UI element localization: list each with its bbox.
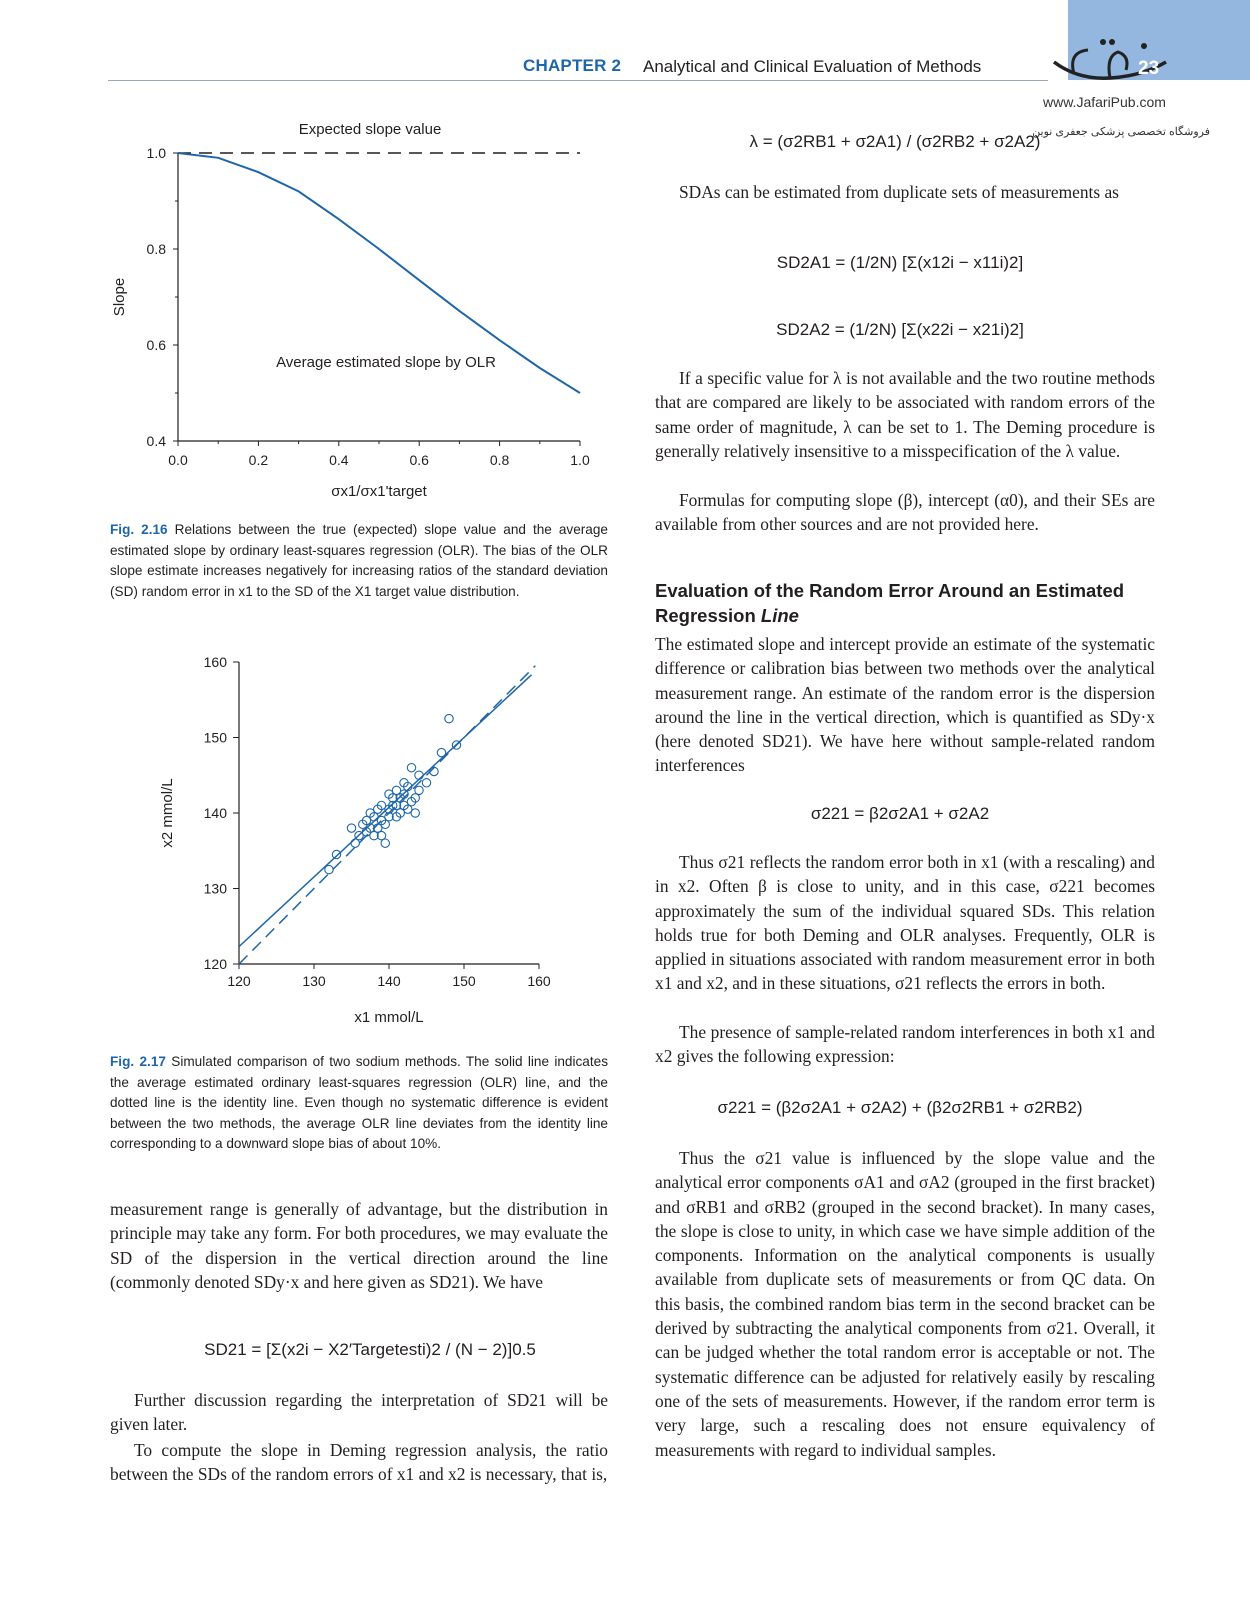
scatter-point — [445, 714, 453, 722]
x-tick-label: 0.2 — [248, 452, 269, 468]
annotation-olr-slope: Average estimated slope by OLR — [276, 354, 496, 371]
right-paragraph-6: The presence of sample-related random interferences in both x1 and x2 gives the following expression: — [655, 1022, 1155, 1067]
figure-2-17-label: Fig. 2.17 — [110, 1054, 166, 1069]
left-paragraph-3: To compute the slope in Deming regression analysis, the ratio between the SDs of the random errors of x1 and x2 is necessary, that is, — [110, 1440, 608, 1485]
scatter-point — [415, 786, 423, 794]
x-tick-label: 0.0 — [168, 452, 188, 468]
figure-2-16-label: Fig. 2.16 — [110, 522, 168, 537]
section-heading-main: Evaluation of the Random Error Around an Estimated Regression — [655, 580, 1125, 626]
x-tick-label: 0.6 — [409, 452, 429, 468]
right-paragraph-7: Thus the σ21 value is influenced by the slope value and the analytical error components σA1 and σA2 (grouped in the first bracket) and σRB1 and σRB2 (grouped in the second bracket). In many cases, the slope is close to unity, in which case we have simple addition of the components. Information on the analytical components is usually available from duplicate sets of measurements or from QC data. On this basis, the combined random bias term in the second bracket can be derived by subtracting the analytical components from σ21. Overall, it can be judged whether the total random error is acceptable or not. The systematic difference can be adjusted for relatively easily by rescaling one of the sets of measurements. However, if the random error term is very large, such a rescaling does not ensure equivalency of measurements with regard to individual samples. — [655, 1148, 1155, 1460]
y-tick-label: 1.0 — [146, 145, 166, 161]
scatter-point — [332, 850, 340, 858]
scatter-point — [411, 809, 419, 817]
equation-sigma21-b: σ221 = (β2σ2A1 + σ2A2) + (β2σ2RB1 + σ2RB2) — [717, 1098, 1083, 1117]
y-axis-label: Slope — [111, 277, 128, 317]
figure-2-16-chart — [108, 115, 618, 515]
page-number: 23 — [1138, 58, 1160, 79]
publisher-name-fa: فروشگاه تخصصی پزشکی جعفری نوین — [1032, 126, 1210, 138]
section-heading-italic: Line — [760, 605, 799, 626]
y-tick-label: 0.6 — [146, 337, 166, 353]
scatter-point — [407, 764, 415, 772]
chapter-label: CHAPTER 2 — [523, 56, 622, 75]
x-tick-label: 120 — [227, 973, 251, 989]
scatter-point — [437, 748, 445, 756]
figure-2-16-caption — [110, 520, 608, 602]
y-tick-label: 160 — [203, 655, 227, 670]
scatter-point — [422, 779, 430, 787]
y-tick-label: 130 — [203, 880, 227, 897]
left-paragraph-1: measurement range is generally of advantage, but the distribution in principle may take any form. For both procedures, we may evaluate the SD of the dispersion in the vertical direction around the line (commonly denoted SDy·x and here given as SD21). We have — [110, 1199, 608, 1292]
annotation-expected-slope: Expected slope value — [298, 121, 442, 138]
publisher-url: www.JafariPub.com — [1043, 94, 1166, 110]
y-tick-label: 150 — [203, 729, 227, 746]
figure-2-16-caption-text: Relations between the true (expected) slope value and the average estimated slope by ordinary least-squares regression (OLR). The bias of the OLR slope estimate increases negatively for increasing ratios of the standard deviation (SD) random error in x1 to the SD of the X1 target value distribution. — [110, 522, 608, 599]
x-tick-label: 140 — [377, 973, 401, 989]
scatter-point — [381, 839, 389, 847]
equation-sd21: SD21 = [Σ(x2i − X2′Targetesti)2 / (N − 2)]0.5 — [204, 1340, 536, 1359]
y-tick-label: 0.4 — [146, 433, 166, 449]
identity-line — [239, 666, 535, 964]
x-tick-label: 0.4 — [329, 452, 349, 468]
scatter-point — [325, 865, 333, 873]
y-tick-label: 120 — [203, 956, 227, 972]
x-axis-label: σx1/σx1'target — [331, 483, 427, 500]
x-tick-label: 1.0 — [570, 452, 590, 468]
right-paragraph-2: If a specific value for λ is not available and the two routine methods that are compared are likely to be associated with random errors of the same order of magnitude, λ can be set to 1. The Deming procedure is generally relatively insensitive to a misspecification of the λ value. — [655, 368, 1155, 461]
publisher-logo — [1048, 22, 1173, 92]
right-paragraph-5: Thus σ21 reflects the random error both in x1 (with a rescaling) and in x2. Often β is close to unity, and in this case, σ221 becomes approximately the sum of the individual squared SDs. This relation holds true for both Deming and OLR analyses. Frequently, OLR is applied in situations associated with random measurement error in both x1 and x2, and in these situations, σ21 reflects the errors in both. — [655, 852, 1155, 994]
equation-lambda: λ = (σ2RB1 + σ2A1) / (σ2RB2 + σ2A2) — [749, 132, 1041, 151]
figure-2-17-chart — [108, 655, 618, 1040]
scatter-point — [415, 771, 423, 779]
right-paragraph-4: The estimated slope and intercept provide an estimate of the systematic difference or calibration bias between two methods over the analytical measurement range. An estimate of the random error is the dispersion around the line in the vertical direction, which is quantified as SDy·x (here denoted SD21). We have here without sample-related random interferences — [655, 634, 1155, 776]
x-tick-label: 160 — [527, 973, 551, 989]
scatter-point — [347, 824, 355, 832]
figure-2-17-caption — [110, 1052, 608, 1155]
right-paragraph-3: Formulas for computing slope (β), intercept (α0), and their SEs are available from other sources and are not provided here. — [655, 490, 1155, 535]
y-tick-label: 140 — [203, 805, 227, 821]
figure-2-17-caption-text: Simulated comparison of two sodium methods. The solid line indicates the average estimated ordinary least-squares regression (OLR) line, and the dotted line is the identity line. Even though no systematic difference is evident between the two methods, the average OLR line deviates from the identity line corresponding to a downward slope bias of about 10%. — [110, 1054, 608, 1151]
equation-sigma21-a: σ221 = β2σ2A1 + σ2A2 — [810, 804, 990, 823]
section-heading — [655, 578, 1155, 628]
y-tick-label: 0.8 — [146, 241, 166, 257]
header-rule — [108, 80, 1048, 81]
y-axis-label: x2 mmol/L — [159, 778, 176, 848]
x-tick-label: 0.8 — [489, 452, 510, 468]
x-tick-label: 130 — [302, 973, 326, 989]
chapter-title: Analytical and Clinical Evaluation of Methods — [643, 57, 982, 76]
left-paragraph-2: Further discussion regarding the interpretation of SD21 will be given later. — [110, 1390, 608, 1435]
equation-sd-a2: SD2A2 = (1/2N) [Σ(x22i − x21i)2] — [776, 320, 1024, 339]
equation-sd-a1: SD2A1 = (1/2N) [Σ(x12i − x11i)2] — [776, 253, 1024, 272]
right-paragraph-1: SDAs can be estimated from duplicate sets of measurements as — [679, 182, 1119, 202]
x-axis-label: x1 mmol/L — [354, 1009, 424, 1026]
x-tick-label: 150 — [452, 973, 476, 989]
